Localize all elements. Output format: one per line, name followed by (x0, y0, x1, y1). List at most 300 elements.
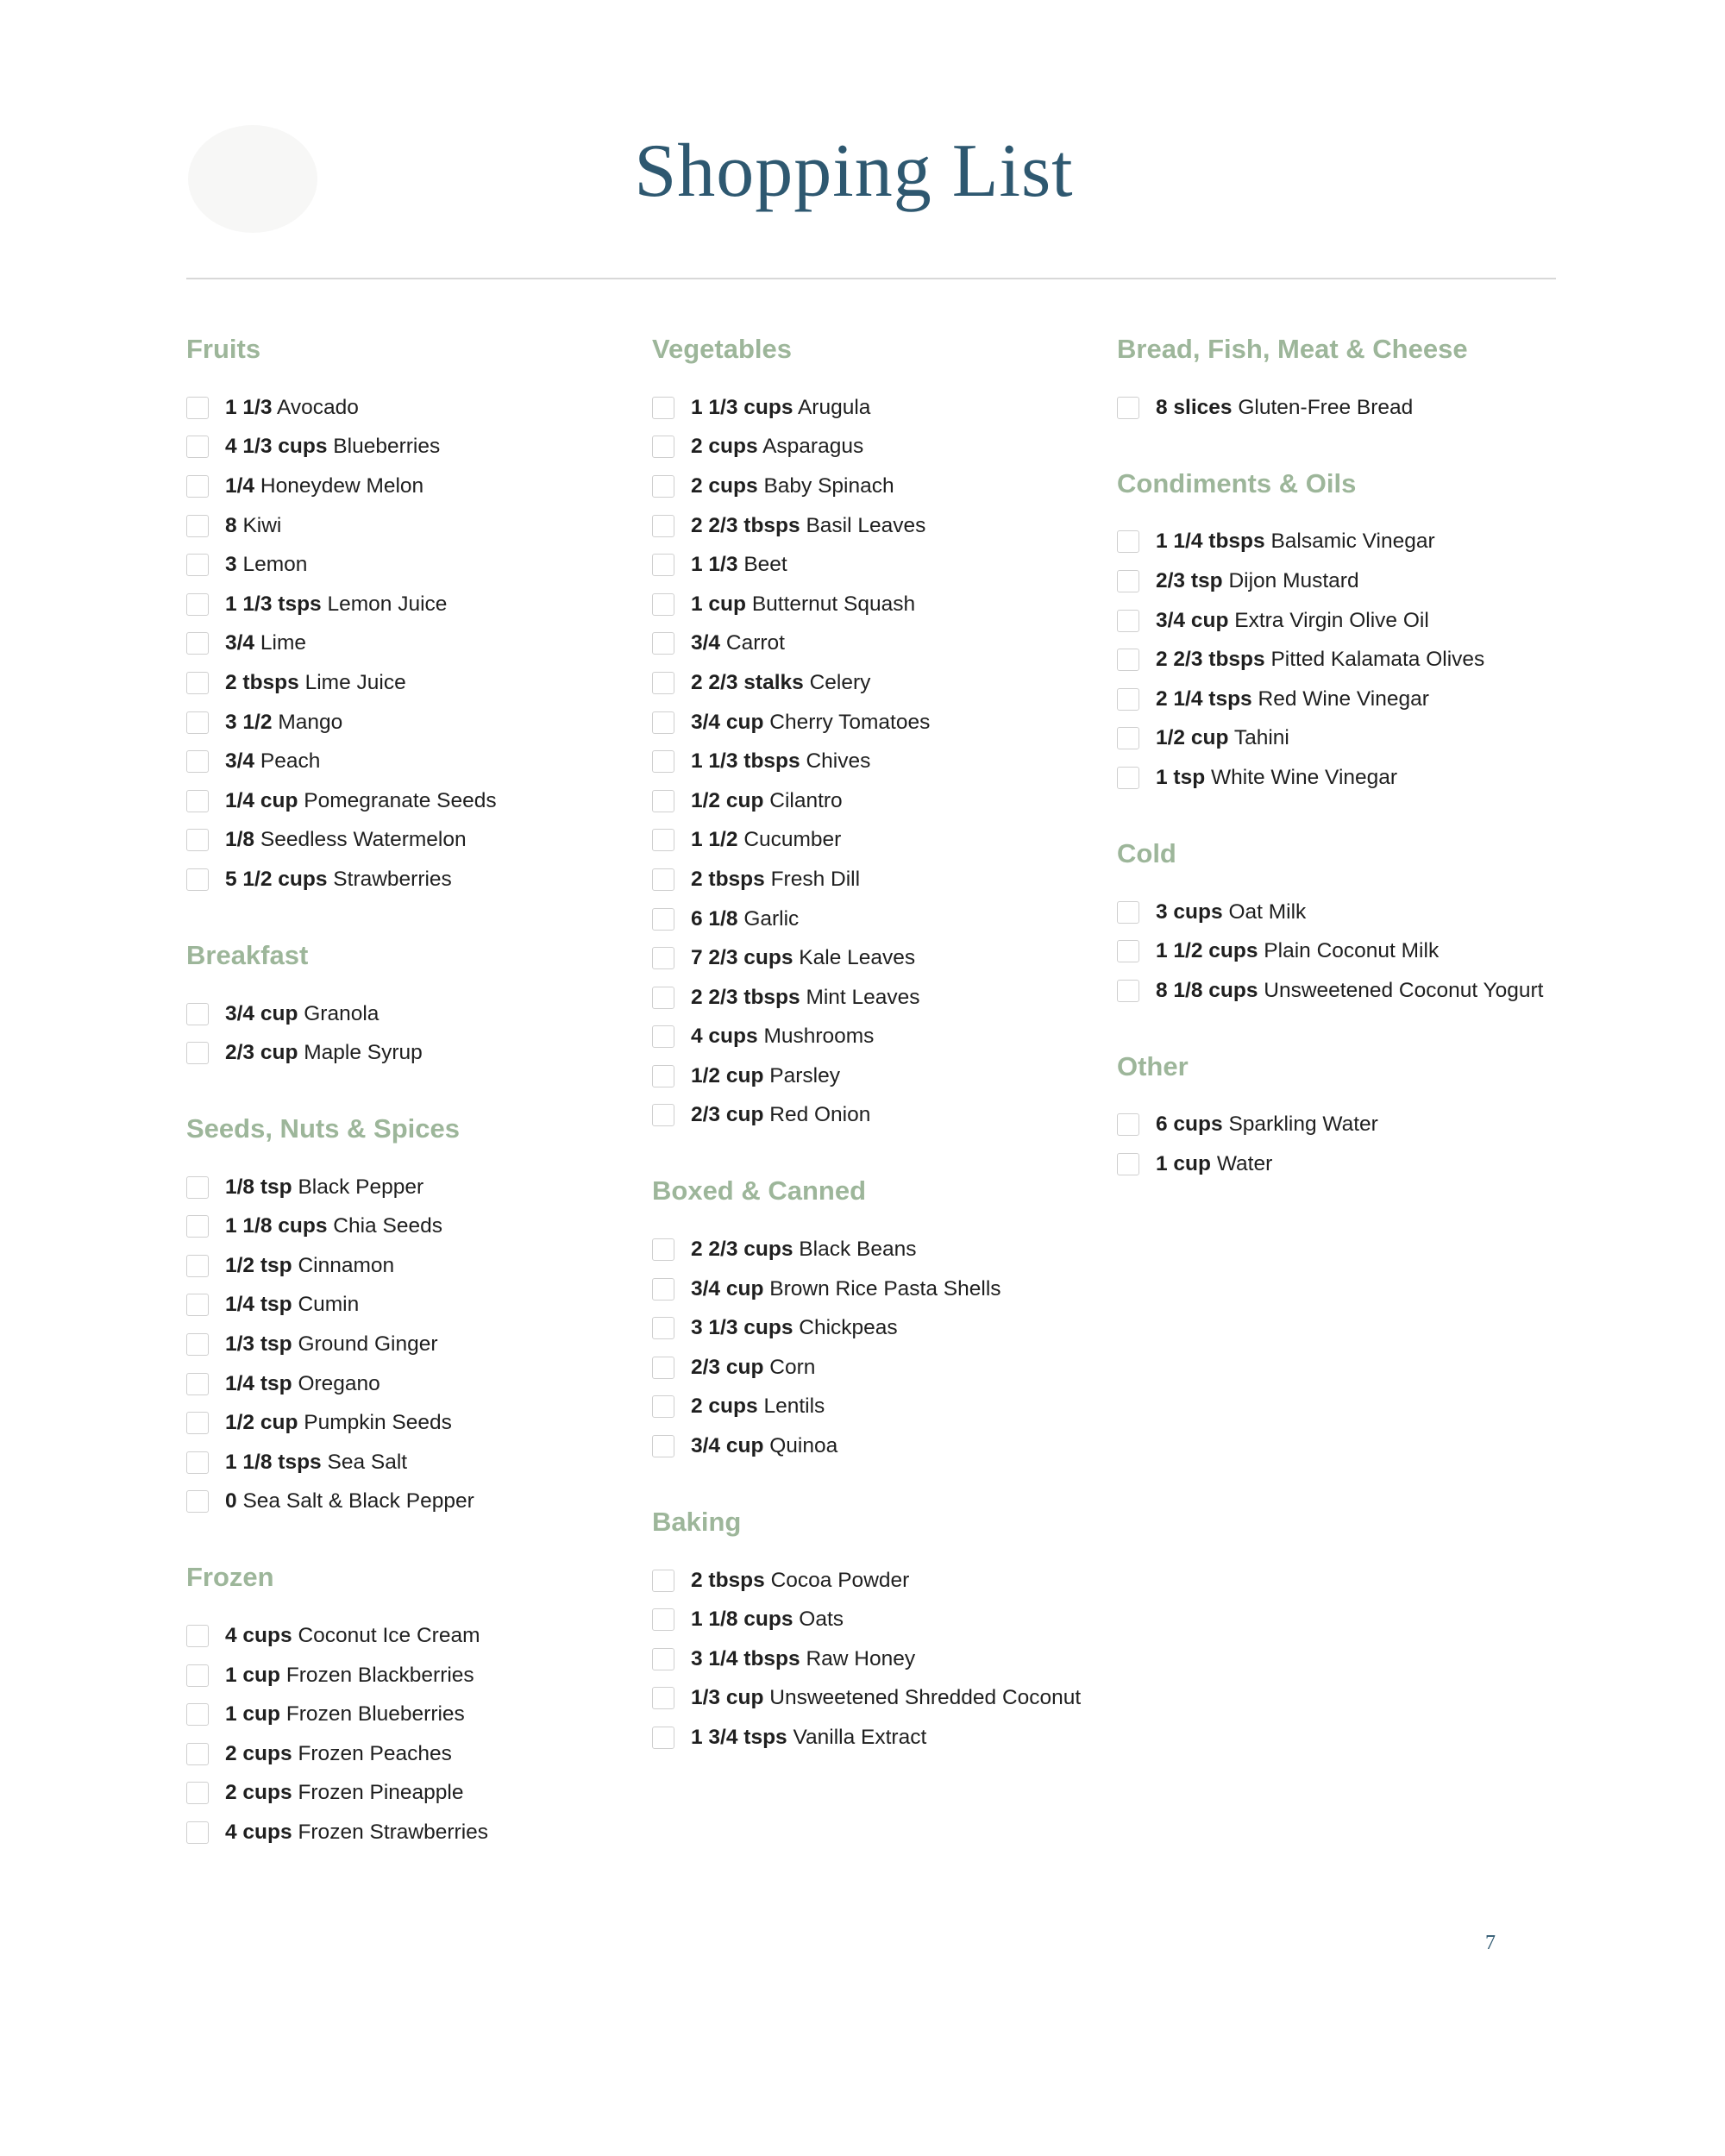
section-condiments-and-oils (1117, 462, 1565, 798)
list-item (652, 624, 1101, 664)
list-item (186, 1364, 635, 1404)
item-quantity: 1/3 tsp (225, 1332, 292, 1357)
item-checkbox[interactable] (652, 1278, 674, 1300)
item-checkbox[interactable] (652, 397, 674, 419)
item-quantity: 1/8 (225, 828, 255, 852)
item-label (691, 749, 870, 774)
section-boxed-and-canned (652, 1169, 1101, 1466)
list-item (652, 1096, 1101, 1136)
item-name: Unsweetened Shredded Coconut (769, 1686, 1082, 1710)
item-label (225, 1041, 423, 1065)
item-label (691, 671, 870, 695)
page-title-text: Shopping List (634, 129, 1074, 213)
item-label (691, 396, 870, 420)
item-label (691, 474, 894, 498)
item-label (225, 631, 306, 655)
item-name: Frozen Peaches (298, 1741, 452, 1765)
item-quantity: 3 cups (1156, 899, 1223, 924)
item-quantity: 1 tsp (1156, 765, 1206, 789)
item-checkbox[interactable] (652, 1065, 674, 1087)
list-item (652, 1056, 1101, 1096)
item-quantity: 2 1/4 tsps (1156, 686, 1252, 711)
list-item (1117, 388, 1565, 428)
item-label (1156, 609, 1429, 633)
item-checkbox[interactable] (1117, 530, 1139, 553)
list-item (652, 1018, 1101, 1057)
item-name: Fresh Dill (770, 867, 861, 891)
item-checkbox[interactable] (1117, 1153, 1139, 1175)
item-label (691, 1608, 844, 1632)
item-label (225, 553, 307, 577)
item-quantity: 2 cups (225, 1741, 292, 1765)
list-item (652, 1679, 1101, 1719)
item-label (225, 1254, 394, 1278)
item-quantity: 1 1/2 (691, 828, 738, 852)
item-quantity: 1 1/8 cups (691, 1608, 794, 1632)
list-item (652, 742, 1101, 781)
item-label (691, 1395, 825, 1419)
list-item (186, 1403, 635, 1443)
list-item (1117, 561, 1565, 601)
item-label (691, 946, 915, 970)
item-checkbox[interactable] (186, 1743, 209, 1765)
list-item (186, 860, 635, 899)
item-label (225, 435, 440, 459)
item-label (1156, 1152, 1272, 1176)
item-name: Cocoa Powder (770, 1568, 910, 1592)
item-checkbox[interactable] (186, 1821, 209, 1844)
item-checkbox[interactable] (652, 554, 674, 576)
list-item (1117, 758, 1565, 798)
item-label (225, 1411, 452, 1435)
item-checkbox[interactable] (186, 436, 209, 458)
section-heading: Breakfast (186, 939, 309, 970)
item-label (225, 1214, 442, 1238)
list-item (186, 1207, 635, 1247)
item-quantity: 2/3 cup (691, 1103, 764, 1127)
item-label (225, 828, 467, 852)
item-checkbox[interactable] (186, 750, 209, 773)
item-quantity: 2 2/3 stalks (691, 670, 804, 694)
item-label (1156, 1112, 1378, 1137)
list-item (652, 860, 1101, 899)
item-label (691, 868, 860, 892)
item-name: Cumin (298, 1293, 360, 1317)
item-checkbox[interactable] (652, 475, 674, 498)
item-name: Beet (743, 553, 787, 577)
item-name: Dijon Mustard (1228, 568, 1359, 592)
item-label (691, 711, 930, 735)
list-item (652, 1561, 1101, 1601)
item-quantity: 4 cups (225, 1624, 292, 1648)
item-checkbox[interactable] (186, 1215, 209, 1238)
item-name: Red Wine Vinegar (1258, 686, 1429, 711)
item-checkbox[interactable] (1117, 649, 1139, 671)
item-name: Baby Spinach (763, 473, 894, 498)
item-quantity: 1 1/3 tsps (225, 592, 322, 616)
item-checkbox[interactable] (652, 829, 674, 851)
item-checkbox[interactable] (652, 947, 674, 969)
item-quantity: 6 1/8 (691, 906, 738, 931)
item-checkbox[interactable] (1117, 610, 1139, 632)
item-name: Sea Salt (327, 1450, 408, 1474)
item-quantity: 1/2 cup (691, 788, 764, 812)
item-checkbox[interactable] (1117, 901, 1139, 924)
item-name: Sparkling Water (1228, 1112, 1378, 1137)
section-seeds-nuts-and-spices (186, 1107, 635, 1521)
item-name: Frozen Pineapple (298, 1781, 464, 1805)
item-name: Brown Rice Pasta Shells (769, 1276, 1001, 1300)
item-quantity: 6 cups (1156, 1112, 1223, 1137)
section-vegetables (652, 328, 1101, 1135)
item-checkbox[interactable] (186, 1373, 209, 1395)
item-name: Mushrooms (763, 1025, 875, 1049)
item-quantity: 0 (225, 1489, 237, 1514)
item-label (691, 1686, 1081, 1710)
item-checkbox[interactable] (186, 1412, 209, 1434)
item-label (225, 1624, 480, 1648)
item-label (691, 435, 863, 459)
item-quantity: 2 cups (225, 1781, 292, 1805)
item-checkbox[interactable] (186, 1003, 209, 1025)
item-label (1156, 530, 1435, 554)
item-quantity: 1/2 cup (691, 1063, 764, 1087)
list-item (1117, 971, 1565, 1011)
list-item (652, 1388, 1101, 1427)
item-checkbox[interactable] (186, 1294, 209, 1316)
item-name: Oat Milk (1228, 899, 1307, 924)
item-checkbox[interactable] (186, 711, 209, 734)
item-label (691, 907, 799, 931)
item-checkbox[interactable] (186, 515, 209, 537)
list-item (652, 938, 1101, 978)
list-item (1117, 719, 1565, 759)
item-name: Honeydew Melon (260, 473, 424, 498)
item-quantity: 1/4 tsp (225, 1371, 292, 1395)
item-checkbox[interactable] (652, 711, 674, 734)
section-heading: Condiments & Oils (1117, 467, 1357, 498)
item-checkbox[interactable] (186, 1042, 209, 1064)
item-name: Pumpkin Seeds (304, 1411, 452, 1435)
item-name: Plain Coconut Milk (1264, 939, 1440, 963)
item-checkbox[interactable] (1117, 397, 1139, 419)
item-checkbox[interactable] (652, 1687, 674, 1709)
item-name: Cherry Tomatoes (769, 710, 931, 734)
item-name: Corn (769, 1355, 816, 1379)
item-checkbox[interactable] (1117, 940, 1139, 962)
item-checkbox[interactable] (652, 1357, 674, 1379)
item-quantity: 1 cup (1156, 1151, 1211, 1175)
item-label (225, 1175, 423, 1200)
section-cold (1117, 832, 1565, 1011)
item-quantity: 1 1/3 (691, 553, 738, 577)
item-quantity: 1/3 cup (691, 1686, 764, 1710)
list-item (186, 624, 635, 664)
item-checkbox[interactable] (186, 672, 209, 694)
item-checkbox[interactable] (652, 908, 674, 931)
item-label (691, 828, 841, 852)
list-item (652, 1426, 1101, 1466)
item-checkbox[interactable] (652, 1238, 674, 1261)
list-item (652, 1718, 1101, 1758)
list-item (652, 821, 1101, 861)
list-item (652, 428, 1101, 467)
list-item (652, 781, 1101, 821)
list-item (1117, 640, 1565, 680)
item-quantity: 3/4 (225, 749, 255, 774)
item-checkbox[interactable] (186, 868, 209, 891)
item-quantity: 1/8 tsp (225, 1175, 292, 1199)
item-label (225, 474, 423, 498)
item-checkbox[interactable] (186, 1255, 209, 1277)
section-heading: Bread, Fish, Meat & Cheese (1117, 334, 1468, 364)
list-item (186, 781, 635, 821)
list-item (652, 388, 1101, 428)
list-item (186, 663, 635, 703)
item-checkbox[interactable] (652, 1395, 674, 1418)
item-quantity: 3 1/4 tbsps (691, 1646, 800, 1670)
section-heading: Cold (1117, 837, 1176, 868)
item-checkbox[interactable] (1117, 727, 1139, 749)
item-label (1156, 726, 1289, 750)
list-item (652, 1600, 1101, 1639)
item-label (225, 1372, 380, 1396)
item-name: Gluten-Free Bread (1238, 395, 1414, 419)
item-quantity: 1/4 tsp (225, 1293, 292, 1317)
item-quantity: 1/4 (225, 473, 255, 498)
item-label (1156, 569, 1359, 593)
item-name: Lime (260, 631, 306, 655)
column-3 (1117, 328, 1565, 1219)
list-item (652, 1348, 1101, 1388)
list-item (186, 1286, 635, 1326)
item-checkbox[interactable] (652, 1435, 674, 1457)
item-checkbox[interactable] (652, 790, 674, 812)
list-item (652, 663, 1101, 703)
list-item (186, 1734, 635, 1774)
item-label (1156, 766, 1397, 790)
item-name: Mango (278, 710, 343, 734)
item-quantity: 4 1/3 cups (225, 435, 328, 459)
item-checkbox[interactable] (1117, 570, 1139, 592)
item-checkbox[interactable] (652, 1025, 674, 1048)
list-item (652, 1308, 1101, 1348)
item-quantity: 8 (225, 513, 237, 537)
list-item (1117, 931, 1565, 971)
item-quantity: 3/4 cup (691, 710, 764, 734)
item-quantity: 1 cup (691, 592, 746, 616)
list-item (1117, 893, 1565, 932)
list-item (652, 506, 1101, 546)
list-item (186, 506, 635, 546)
item-checkbox[interactable] (186, 554, 209, 576)
list-item (186, 1695, 635, 1734)
item-checkbox[interactable] (186, 475, 209, 498)
item-name: Parsley (769, 1063, 840, 1087)
item-checkbox[interactable] (186, 790, 209, 812)
list-item (186, 1482, 635, 1522)
item-checkbox[interactable] (186, 1782, 209, 1804)
item-label (1156, 648, 1484, 672)
item-checkbox[interactable] (652, 672, 674, 694)
item-label (691, 592, 915, 617)
section-heading: Fruits (186, 334, 261, 364)
item-quantity: 8 1/8 cups (1156, 978, 1258, 1002)
item-label (225, 396, 359, 420)
item-label (691, 1434, 837, 1458)
item-name: Lime Juice (304, 670, 406, 694)
item-checkbox[interactable] (652, 515, 674, 537)
item-checkbox[interactable] (652, 1570, 674, 1592)
item-checkbox[interactable] (652, 1608, 674, 1631)
item-checkbox[interactable] (186, 1490, 209, 1513)
item-quantity: 1/4 cup (225, 788, 298, 812)
section-heading: Seeds, Nuts & Spices (186, 1112, 461, 1144)
section-heading: Boxed & Canned (652, 1175, 867, 1206)
item-checkbox[interactable] (186, 1451, 209, 1474)
item-name: Frozen Strawberries (298, 1821, 489, 1845)
item-quantity: 1 3/4 tsps (691, 1726, 787, 1750)
item-checkbox[interactable] (186, 593, 209, 616)
item-label (225, 1781, 463, 1805)
item-name: Avocado (276, 395, 359, 419)
item-checkbox[interactable] (1117, 688, 1139, 711)
item-label (225, 1293, 359, 1317)
item-checkbox[interactable] (186, 1176, 209, 1199)
list-item (652, 585, 1101, 624)
item-name: Red Onion (769, 1103, 871, 1127)
section-heading: Other (1117, 1050, 1189, 1081)
item-checkbox[interactable] (652, 1727, 674, 1749)
item-label (1156, 979, 1543, 1003)
item-quantity: 2 2/3 cups (691, 1238, 794, 1262)
list-item (186, 585, 635, 624)
item-name: Butternut Squash (751, 592, 916, 616)
item-checkbox[interactable] (652, 632, 674, 655)
item-name: Black Beans (799, 1238, 917, 1262)
item-name: Ground Ginger (298, 1332, 438, 1357)
item-checkbox[interactable] (1117, 1113, 1139, 1136)
item-label (1156, 939, 1439, 963)
item-checkbox[interactable] (186, 397, 209, 419)
item-label (225, 514, 281, 538)
item-name: Unsweetened Coconut Yogurt (1264, 978, 1544, 1002)
list-item (186, 742, 635, 781)
item-quantity: 4 cups (225, 1821, 292, 1845)
section-heading: Baking (652, 1506, 742, 1537)
list-item (1117, 1144, 1565, 1184)
list-item (652, 467, 1101, 506)
item-label (225, 592, 447, 617)
item-checkbox[interactable] (186, 1333, 209, 1356)
item-checkbox[interactable] (186, 1664, 209, 1687)
item-name: Balsamic Vinegar (1270, 530, 1435, 554)
item-label (691, 1726, 926, 1750)
list-item (1117, 1106, 1565, 1145)
item-checkbox[interactable] (186, 829, 209, 851)
item-label (691, 1356, 815, 1380)
item-name: Frozen Blackberries (285, 1663, 474, 1687)
list-item (186, 821, 635, 861)
item-label (225, 749, 320, 774)
item-name: Lemon (242, 553, 308, 577)
item-checkbox[interactable] (1117, 767, 1139, 789)
list-item (652, 545, 1101, 585)
list-item (186, 1168, 635, 1207)
item-checkbox[interactable] (652, 1317, 674, 1339)
column-1 (186, 328, 635, 1887)
item-label (225, 1702, 465, 1727)
item-quantity: 1 1/8 tsps (225, 1450, 322, 1474)
item-name: Arugula (797, 395, 871, 419)
item-label (225, 1332, 438, 1357)
item-quantity: 1 1/2 cups (1156, 939, 1258, 963)
item-label (691, 1647, 915, 1671)
item-quantity: 1/2 cup (225, 1411, 298, 1435)
item-label (691, 553, 787, 577)
item-label (691, 1025, 874, 1049)
item-checkbox[interactable] (186, 1703, 209, 1726)
item-name: Lemon Juice (327, 592, 448, 616)
item-quantity: 3 1/3 cups (691, 1316, 794, 1340)
item-checkbox[interactable] (1117, 980, 1139, 1002)
item-name: Mint Leaves (806, 985, 920, 1009)
item-quantity: 2 cups (691, 1395, 758, 1419)
item-label (225, 1742, 452, 1766)
item-checkbox[interactable] (186, 632, 209, 655)
page-number: 7 (1485, 1932, 1496, 1954)
item-name: Kale Leaves (799, 946, 916, 970)
section-other (1117, 1045, 1565, 1184)
item-quantity: 1 1/3 (225, 395, 273, 419)
item-name: Vanilla Extract (793, 1726, 927, 1750)
item-checkbox[interactable] (652, 593, 674, 616)
item-name: Quinoa (769, 1434, 838, 1458)
item-checkbox[interactable] (652, 436, 674, 458)
item-name: Sea Salt & Black Pepper (242, 1489, 474, 1514)
item-label (691, 1569, 909, 1593)
section-baking (652, 1501, 1101, 1758)
list-item (186, 467, 635, 506)
item-quantity: 2 tbsps (225, 670, 299, 694)
item-checkbox[interactable] (652, 1104, 674, 1126)
list-item (652, 978, 1101, 1018)
item-checkbox[interactable] (652, 868, 674, 891)
item-name: Garlic (743, 906, 800, 931)
list-item (186, 1443, 635, 1482)
list-item (652, 899, 1101, 939)
item-label (691, 1103, 870, 1127)
item-label (225, 1664, 474, 1688)
item-quantity: 4 cups (691, 1025, 758, 1049)
item-name: Maple Syrup (304, 1041, 423, 1065)
list-item (186, 1246, 635, 1286)
item-name: Blueberries (333, 435, 441, 459)
list-item (186, 1774, 635, 1814)
item-quantity: 3/4 cup (1156, 608, 1229, 632)
item-checkbox[interactable] (652, 750, 674, 773)
item-label (1156, 900, 1306, 924)
item-label (691, 986, 920, 1010)
section-bread-fish-meat-and-cheese (1117, 328, 1565, 428)
item-checkbox[interactable] (186, 1625, 209, 1647)
item-checkbox[interactable] (652, 987, 674, 1009)
list-item (652, 703, 1101, 743)
item-quantity: 1 1/3 cups (691, 395, 794, 419)
item-checkbox[interactable] (652, 1648, 674, 1670)
item-quantity: 3/4 (691, 631, 721, 655)
section-frozen (186, 1556, 635, 1852)
